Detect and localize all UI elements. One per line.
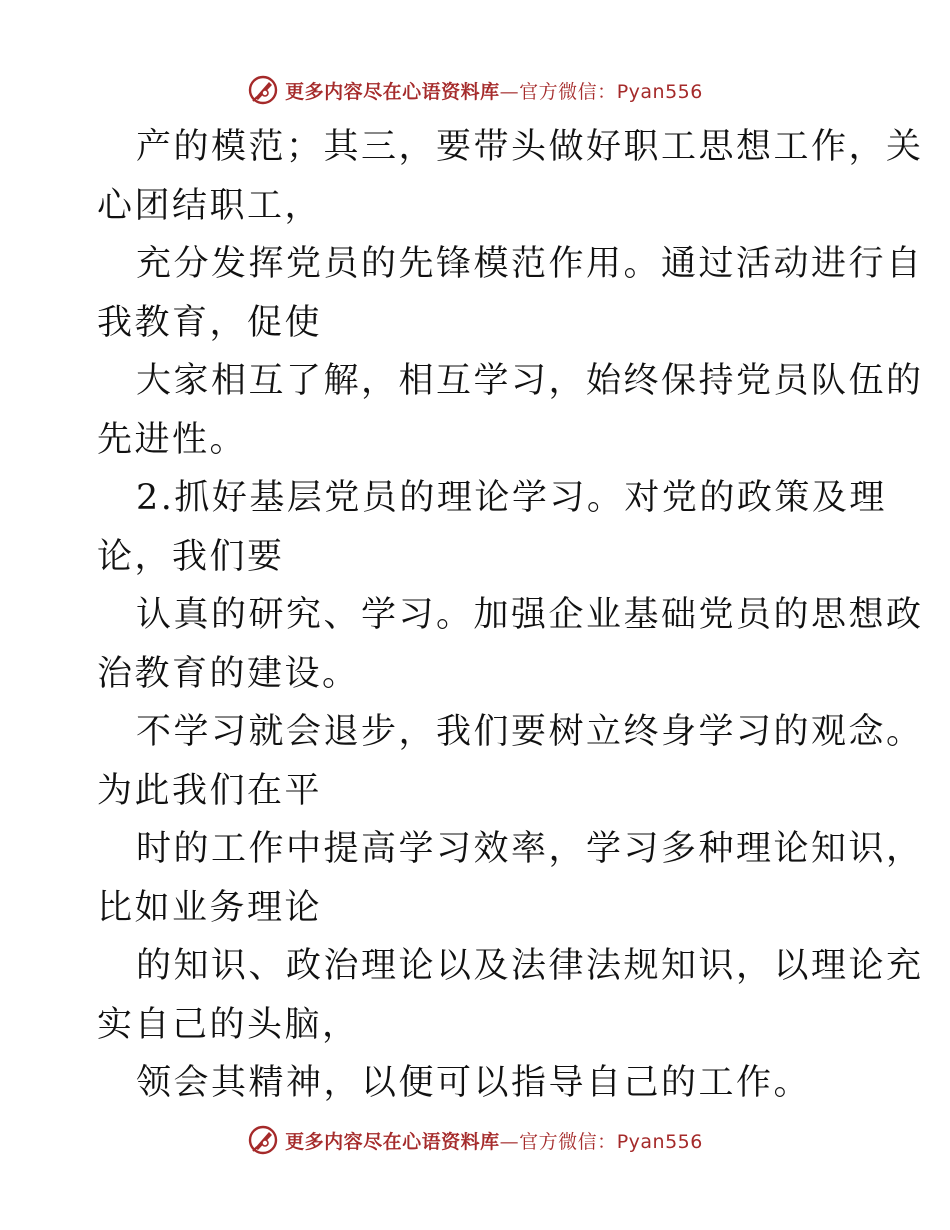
footer-banner-content: [247, 1124, 703, 1156]
text-line: 为此我们在平: [97, 770, 323, 811]
banner-separator: —: [499, 1130, 520, 1153]
banner-wechat-label: 官方微信：: [519, 80, 617, 103]
banner-wechat-id: Pyan556: [616, 80, 703, 103]
text-line: 领会其精神，以便可以指导自己的工作。: [136, 1063, 812, 1103]
quill-seal-icon: [247, 74, 279, 106]
text-line: 论，我们要: [97, 536, 285, 577]
text-line: 先进性。: [97, 419, 248, 460]
text-line: 充分发挥党员的先锋模范作用。通过活动进行自: [136, 244, 924, 284]
header-banner-content: [247, 74, 703, 106]
banner-main-text: 更多内容尽在心语资料库: [285, 1130, 500, 1153]
text-line: 比如业务理论: [97, 887, 323, 928]
banner-text: [285, 77, 703, 104]
banner-text: [285, 1127, 703, 1154]
text-line: 的知识、政治理论以及法律法规知识，以理论充: [136, 946, 924, 986]
footer-banner: [0, 1120, 950, 1160]
banner-separator: —: [499, 80, 520, 103]
text-line: 心团结职工，: [97, 185, 323, 226]
header-banner: [0, 70, 950, 110]
text-line: 时的工作中提高学习效率，学习多种理论知识，: [136, 829, 924, 869]
text-line: 产的模范；其三，要带头做好职工思想工作，关: [136, 127, 924, 167]
document-body: [97, 118, 924, 1113]
text-line: 大家相互了解，相互学习，始终保持党员队伍的: [136, 361, 924, 401]
text-line: 治教育的建设。: [97, 653, 360, 694]
text-line: 认真的研究、学习。加强企业基础党员的思想政: [136, 595, 924, 635]
text-line: 我教育，促使: [97, 302, 323, 343]
banner-wechat-id: Pyan556: [616, 1130, 703, 1153]
text-line: 不学习就会退步，我们要树立终身学习的观念。: [136, 712, 924, 752]
banner-main-text: 更多内容尽在心语资料库: [285, 80, 500, 103]
quill-seal-icon: [247, 1124, 279, 1156]
banner-wechat-label: 官方微信：: [519, 1130, 617, 1153]
text-line: 实自己的头脑，: [97, 1004, 360, 1045]
text-line: 2.抓好基层党员的理论学习。对党的政策及理: [136, 478, 887, 518]
